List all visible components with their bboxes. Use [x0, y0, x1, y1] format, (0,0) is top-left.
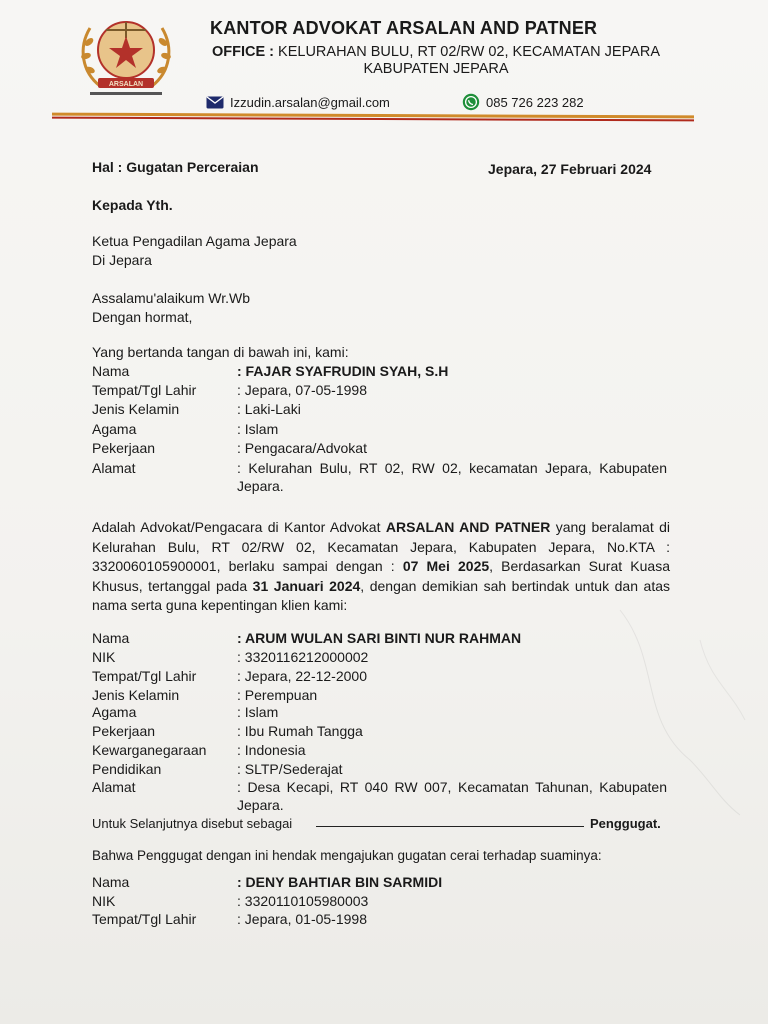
identity-label: Jenis Kelamin: [92, 687, 180, 703]
paragraph-text: Adalah Advokat/Pengacara di Kantor Advokat: [92, 519, 386, 535]
identity-label: NIK: [92, 649, 116, 665]
kepada-yth: Kepada Yth.: [92, 197, 173, 213]
identity-value: : Islam: [237, 704, 279, 720]
identity-row: [92, 459, 672, 497]
identity-value: : Jepara, 01-05-1998: [237, 911, 367, 927]
designation-dash: [316, 826, 584, 827]
svg-text:ARSALAN: ARSALAN: [108, 81, 144, 88]
identity-value: : ARUM WULAN SARI BINTI NUR RAHMAN: [237, 630, 522, 646]
whatsapp-icon: [462, 93, 480, 111]
paragraph-power-date: 31 Januari 2024: [252, 577, 361, 594]
designation-role: Penggugat.: [590, 816, 661, 831]
identity-label: Nama: [92, 363, 130, 379]
paragraph-text: yang beralamat di Kelurahan Bulu, RT 02/RW 02, Kecamatan Jepara, Kabupaten Jepara, No.KTA : 3320060105900001, berlaku sampai dengan :: [92, 519, 671, 574]
identity-value: : Pengacara/Advokat: [237, 440, 367, 456]
identity-row: [92, 439, 672, 458]
intro-line: Yang bertanda tangan di bawah ini, kami:: [92, 344, 349, 360]
identity-label: Agama: [92, 704, 137, 720]
office-address: [186, 44, 686, 78]
paragraph-text: , dengan demikian sah bertindak untuk dan atas nama serta guna kepentingan klien kami:: [92, 577, 670, 613]
salutation: Assalamu'alaikum Wr.Wb: [92, 290, 251, 306]
identity-value: : Laki-Laki: [237, 401, 301, 417]
identity-label: Tempat/Tgl Lahir: [92, 911, 197, 927]
identity-row: [92, 667, 672, 686]
email-contact: [206, 92, 390, 112]
identity-value: : DENY BAHTIAR BIN SARMIDI: [237, 874, 443, 890]
identity-row: [92, 873, 672, 892]
identity-value: : Indonesia: [237, 742, 306, 758]
recipient-line-1: Ketua Pengadilan Agama Jepara: [92, 233, 297, 249]
identity-value: : Kelurahan Bulu, RT 02, RW 02, kecamatan Jepara, Kabupaten Jepara.: [237, 460, 667, 494]
designation-text: Untuk Selanjutnya disebut sebagai: [92, 816, 293, 831]
identity-row: [92, 892, 672, 911]
identity-row: [92, 778, 672, 816]
mail-icon: [206, 96, 224, 109]
identity-value: : Desa Kecapi, RT 040 RW 007, Kecamatan Tahunan, Kabupaten Jepara.: [237, 779, 667, 813]
identity-label: Alamat: [92, 460, 136, 476]
phone-contact: [462, 92, 584, 112]
office-address-text: KELURAHAN BULU, RT 02/RW 02, KECAMATAN JEPARA KABUPATEN JEPARA: [278, 44, 660, 77]
identity-value: : 3320116212000002: [237, 649, 369, 665]
law-firm-logo: [70, 8, 182, 102]
identity-label: Agama: [92, 421, 137, 437]
representation-paragraph: [92, 518, 670, 616]
email-text: Izzudin.arsalan@gmail.com: [230, 94, 390, 110]
paper-crease: [600, 600, 750, 820]
claim-paragraph: Bahwa Penggugat dengan ini hendak mengajukan gugatan cerai terhadap suaminya:: [92, 848, 602, 863]
letter-date: Jepara, 27 Februari 2024: [488, 161, 652, 177]
letter-subject: Hal : Gugatan Perceraian: [92, 159, 259, 175]
identity-row: [92, 760, 672, 779]
identity-row: [92, 420, 672, 439]
identity-value: : Jepara, 07-05-1998: [237, 382, 367, 398]
paragraph-valid-until: 07 Mei 2025: [402, 558, 490, 574]
identity-label: Tempat/Tgl Lahir: [92, 382, 197, 398]
identity-label: Jenis Kelamin: [92, 401, 180, 417]
identity-row: [92, 400, 672, 419]
identity-label: Pekerjaan: [92, 440, 156, 456]
firm-title: KANTOR ADVOKAT ARSALAN AND PATNER: [210, 18, 598, 38]
identity-label: Alamat: [92, 779, 136, 795]
identity-label: Kewarganegaraan: [92, 742, 207, 758]
paragraph-firm-name: ARSALAN AND PATNER: [385, 519, 551, 535]
penggugat-designation: [92, 816, 670, 835]
identity-label: Pendidikan: [92, 761, 162, 777]
identity-row: [92, 741, 672, 760]
identity-label: NIK: [92, 893, 116, 909]
identity-label: Nama: [92, 630, 130, 646]
identity-label: Tempat/Tgl Lahir: [92, 668, 197, 684]
identity-value: : SLTP/Sederajat: [237, 761, 343, 777]
identity-value: : Jepara, 22-12-2000: [237, 668, 367, 684]
identity-value: : Islam: [237, 421, 279, 437]
identity-row: [92, 362, 672, 381]
phone-text: 085 726 223 282: [486, 94, 584, 110]
identity-row: [92, 703, 672, 722]
identity-value: : Perempuan: [237, 687, 318, 703]
office-label: OFFICE :: [211, 44, 275, 60]
recipient-line-2: Di Jepara: [92, 252, 152, 268]
identity-row: [92, 629, 672, 648]
identity-label: Pekerjaan: [92, 723, 156, 739]
identity-row: [92, 910, 672, 929]
paragraph-text: , Berdasarkan Surat Kuasa Khusus, tertanggal pada: [92, 558, 670, 594]
identity-value: : Ibu Rumah Tangga: [237, 723, 363, 739]
identity-row: [92, 381, 672, 400]
identity-value: : FAJAR SYAFRUDIN SYAH, S.H: [237, 363, 449, 379]
identity-row: [92, 648, 672, 667]
greeting: Dengan hormat,: [92, 309, 193, 325]
identity-row: [92, 722, 672, 741]
identity-value: : 3320110105980003: [237, 893, 369, 909]
identity-label: Nama: [92, 874, 130, 890]
